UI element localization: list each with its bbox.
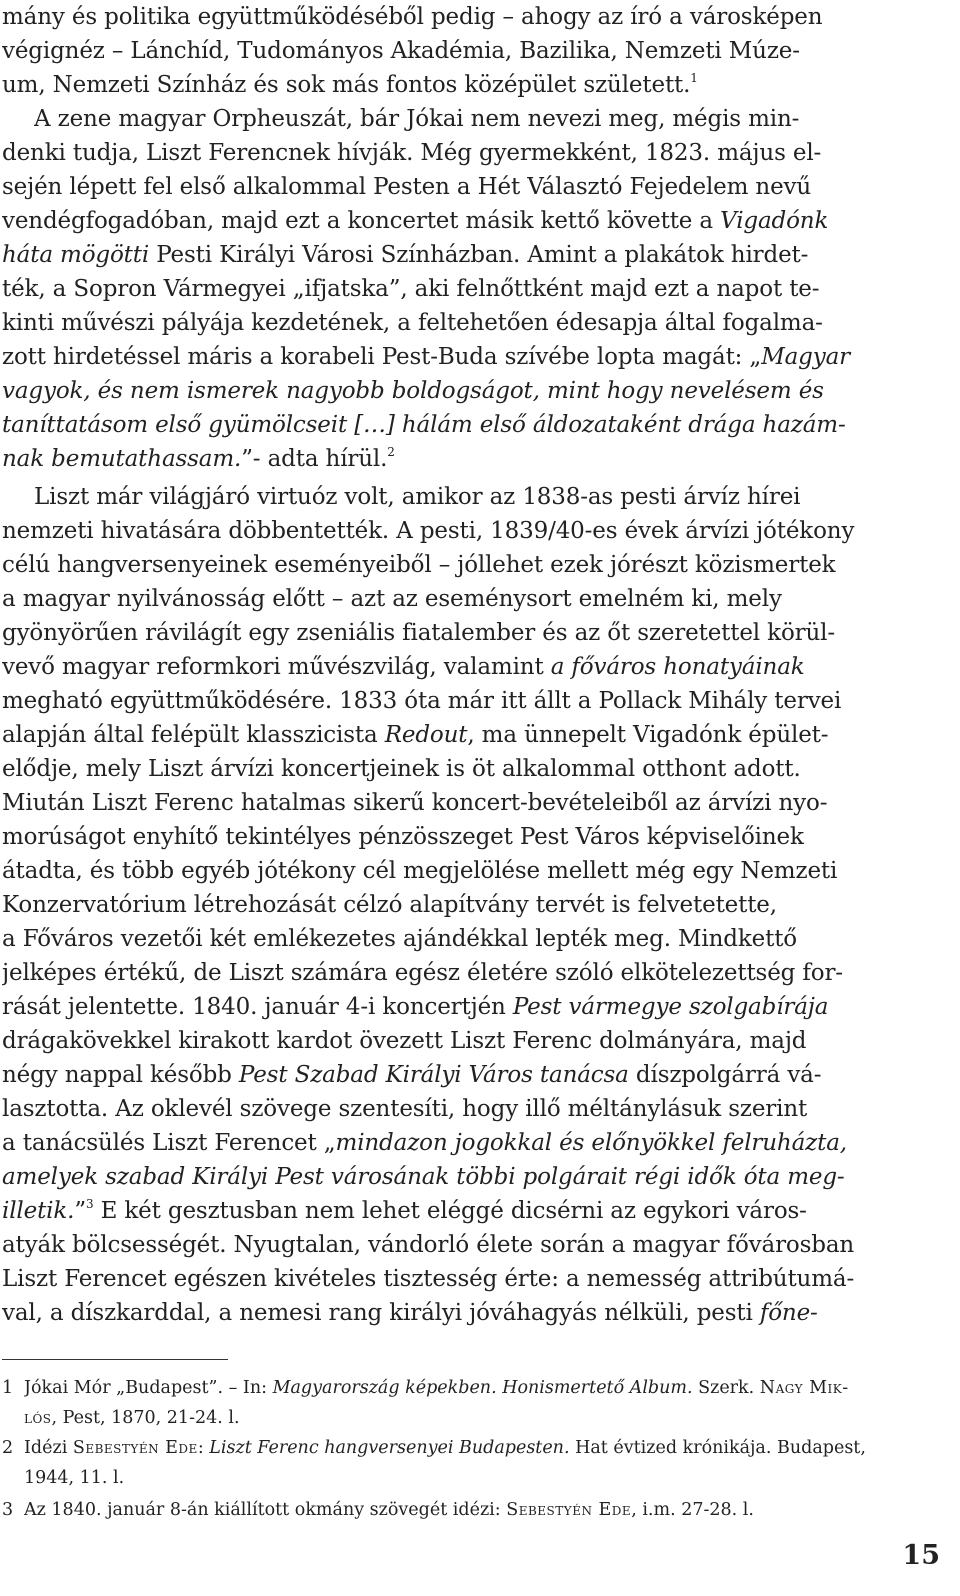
text-line — [2, 1092, 944, 1126]
text-run: a magyar nyilvánosság előtt – azt az eseménysort emelném ki, mely — [2, 586, 782, 612]
text-run: a Főváros vezetői két emlékezetes ajándékkal lepték meg. Mindkettő — [2, 926, 797, 952]
footnote-ref[interactable]: 3 — [85, 1197, 94, 1211]
footnote-ref[interactable]: 1 — [690, 71, 698, 85]
text-run: megható együttműködésére. 1833 óta már itt állt a Pollack Mihály tervei — [2, 688, 842, 714]
italic-run: Liszt Ferenc hangversenyei Budapesten. — [209, 1438, 570, 1458]
text-run: átadta, és több egyéb jótékony cél megjelölése mellett még egy Nemzeti — [2, 858, 838, 884]
footnote-ref[interactable]: 2 — [387, 445, 395, 459]
footnote-line — [24, 1404, 944, 1433]
text-run: val, a díszkarddal, a nemesi rang királyi jóváhagyás nélküli, pesti — [2, 1300, 760, 1326]
text-line — [2, 820, 944, 854]
text-line — [2, 170, 944, 204]
text-line — [2, 718, 944, 752]
text-run: négy nappal később — [2, 1062, 239, 1088]
text-line — [2, 136, 944, 170]
small-caps-run: Nagy Mik- — [759, 1378, 849, 1398]
text-line — [2, 616, 944, 650]
text-run: denki tudja, Liszt Ferencnek hívják. Még gyermekként, 1823. május el- — [2, 140, 822, 166]
text-run: ték, a Sopron Vármegyei „ifjatska”, aki felnőttként majd ezt a napot te- — [2, 276, 820, 302]
text-line — [2, 272, 944, 306]
italic-run: Pest Szabad Királyi Város tanácsa — [238, 1062, 629, 1088]
text-run: E két gesztusban nem lehet eléggé dicsérni az egykori város- — [93, 1198, 807, 1224]
text-run: Liszt már világjáró virtuóz volt, amikor az 1838-as pesti árvíz hírei — [34, 484, 801, 510]
text-run: alapján által felépült klasszicista — [2, 722, 385, 748]
text-run: lasztotta. Az oklevél szövege szentesíti, hogy illő méltánylásuk szerint — [2, 1096, 808, 1122]
text-run: , i.m. 27-28. l. — [631, 1500, 754, 1520]
italic-run: háta mögötti — [2, 242, 150, 268]
text-line — [2, 374, 944, 408]
text-run: vendégfogadóban, majd ezt a koncertet másik kettő követte a — [2, 208, 721, 234]
text-run: Liszt Ferencet egészen kivételes tisztesség érte: a nemesség attribútumá- — [2, 1266, 855, 1292]
small-caps-run: lós — [24, 1408, 52, 1428]
text-run: kinti művészi pályája kezdetének, a feltehetően édesapja által fogalma- — [2, 310, 823, 336]
text-line — [2, 0, 944, 34]
text-line — [2, 548, 944, 582]
text-run: zott hirdetéssel máris a korabeli Pest-Buda szívébe lopta magát: „ — [2, 344, 762, 370]
page-number: 15 — [902, 1540, 940, 1571]
text-line — [2, 684, 944, 718]
text-run: sején lépett fel első alkalommal Pesten a Hét Választó Fejedelem nevű — [2, 174, 812, 200]
italic-run: taníttatásom első gyümölcseit […] hálám első áldozataként drága hazám- — [2, 412, 846, 438]
text-run: , Pest, 1870, 21-24. l. — [51, 1408, 240, 1428]
text-run: jelképes értékű, de Liszt számára egész életére szóló elkötelezettség for- — [2, 960, 843, 986]
text-run: 1944, 11. l. — [24, 1468, 125, 1488]
text-run: Idézi — [24, 1438, 73, 1458]
text-run: Hat évtized krónikája. Budapest, — [569, 1438, 866, 1458]
text-line — [2, 1228, 944, 1262]
text-line — [2, 306, 944, 340]
text-line — [2, 408, 944, 442]
text-line — [2, 68, 944, 102]
text-run: Miután Liszt Ferenc hatalmas sikerű koncert-bevételeiből az árvízi nyo- — [2, 790, 828, 816]
text-run: atyák bölcsességét. Nyugtalan, vándorló élete során a magyar fővárosban — [2, 1232, 855, 1258]
text-run: végignéz – Lánchíd, Tudományos Akadémia, Bazilika, Nemzeti Múze- — [2, 38, 800, 64]
italic-run: amelyek szabad Királyi Pest városának többi polgárait régi idők óta meg- — [2, 1164, 845, 1190]
text-run: morúságot enyhítő tekintélyes pénzösszeget Pest Város képviselőinek — [2, 824, 804, 850]
text-line — [34, 102, 944, 136]
text-line — [2, 340, 944, 374]
text-run: Pesti Királyi Városi Színházban. Amint a plakátok hirdet- — [149, 242, 809, 268]
italic-run: Magyar — [761, 344, 850, 370]
text-run: Jókai Mór „Budapest”. – In: — [24, 1378, 273, 1398]
text-line — [2, 204, 944, 238]
text-run: a tanácsülés Liszt Ferencet „ — [2, 1130, 336, 1156]
text-line — [2, 1160, 944, 1194]
footnote-number: 1 — [2, 1378, 14, 1398]
footnote-line — [24, 1374, 944, 1403]
text-run: rását jelentette. 1840. január 4-i koncertjén — [2, 994, 513, 1020]
italic-run: mindazon jogokkal és előnyökkel felruházta, — [335, 1130, 847, 1156]
italic-run: főne- — [759, 1300, 818, 1326]
text-line — [2, 442, 944, 476]
text-line — [2, 922, 944, 956]
text-run: gyönyörűen rávilágít egy zseniális fiatalember és az őt szeretettel körül- — [2, 620, 835, 646]
text-line — [2, 1024, 944, 1058]
text-line — [2, 854, 944, 888]
italic-run: vagyok, és nem ismerek nagyobb boldogságot, mint hogy nevelésem és — [2, 378, 824, 404]
footnote-line — [24, 1464, 944, 1493]
text-run: A zene magyar Orpheuszát, bár Jókai nem nevezi meg, mégis min- — [34, 106, 800, 132]
text-run: Konzervatórium létrehozását célzó alapítvány tervét is felvetetette, — [2, 892, 777, 918]
text-line — [34, 480, 944, 514]
text-line — [2, 1262, 944, 1296]
italic-run: a főváros honatyáinak — [550, 654, 805, 680]
footnote-number: 2 — [2, 1438, 14, 1458]
text-line — [2, 1126, 944, 1160]
footnote-line — [24, 1496, 944, 1525]
text-run: nemzeti hivatására döbbentették. A pesti, 1839/40-es évek árvízi jótékony — [2, 518, 855, 544]
text-run: vevő magyar reformkori művészvilág, valamint — [2, 654, 551, 680]
text-run: ”- adta hírül. — [241, 446, 388, 472]
text-line — [2, 650, 944, 684]
footnote-separator — [2, 1359, 228, 1360]
text-line — [2, 956, 944, 990]
text-run: ” — [74, 1198, 86, 1224]
text-line — [2, 888, 944, 922]
text-line — [2, 34, 944, 68]
text-line — [2, 990, 944, 1024]
small-caps-run: Sebestyén Ede — [72, 1438, 198, 1458]
text-run: célú hangversenyeinek eseményeiből – jóllehet ezek jórészt közismertek — [2, 552, 836, 578]
text-line — [2, 514, 944, 548]
italic-run: illetik. — [2, 1198, 75, 1224]
italic-run: Magyarország képekben. Honismertető Album. — [272, 1378, 693, 1398]
text-line — [2, 582, 944, 616]
text-run: drágakövekkel kirakott kardot övezett Liszt Ferenc dolmányára, majd — [2, 1028, 807, 1054]
text-run: : — [197, 1438, 210, 1458]
italic-run: Pest vármegye szolgabírája — [512, 994, 829, 1020]
text-run: elődje, mely Liszt árvízi koncertjeinek is öt alkalommal otthont adott. — [2, 756, 801, 782]
footnote-line — [24, 1434, 944, 1463]
text-run: , ma ünnepelt Vigadónk épület- — [467, 722, 829, 748]
text-line — [2, 1296, 944, 1330]
text-line — [2, 1058, 944, 1092]
text-line — [2, 786, 944, 820]
italic-run: Redout — [384, 722, 468, 748]
text-line — [2, 238, 944, 272]
text-run: mány és politika együttműködéséből pedig – ahogy az író a városképen — [2, 4, 823, 30]
text-run: díszpolgárrá vá- — [628, 1062, 822, 1088]
text-run: Szerk. — [692, 1378, 760, 1398]
text-run: Az 1840. január 8-án kiállított okmány szövegét idézi: — [24, 1500, 507, 1520]
italic-run: Vigadónk — [720, 208, 829, 234]
text-line — [2, 752, 944, 786]
small-caps-run: Sebestyén Ede — [506, 1500, 632, 1520]
footnote-number: 3 — [2, 1500, 14, 1520]
text-line — [2, 1194, 944, 1228]
italic-run: nak bemutathassam. — [2, 446, 242, 472]
text-run: um, Nemzeti Színház és sok más fontos középület született. — [2, 72, 691, 98]
